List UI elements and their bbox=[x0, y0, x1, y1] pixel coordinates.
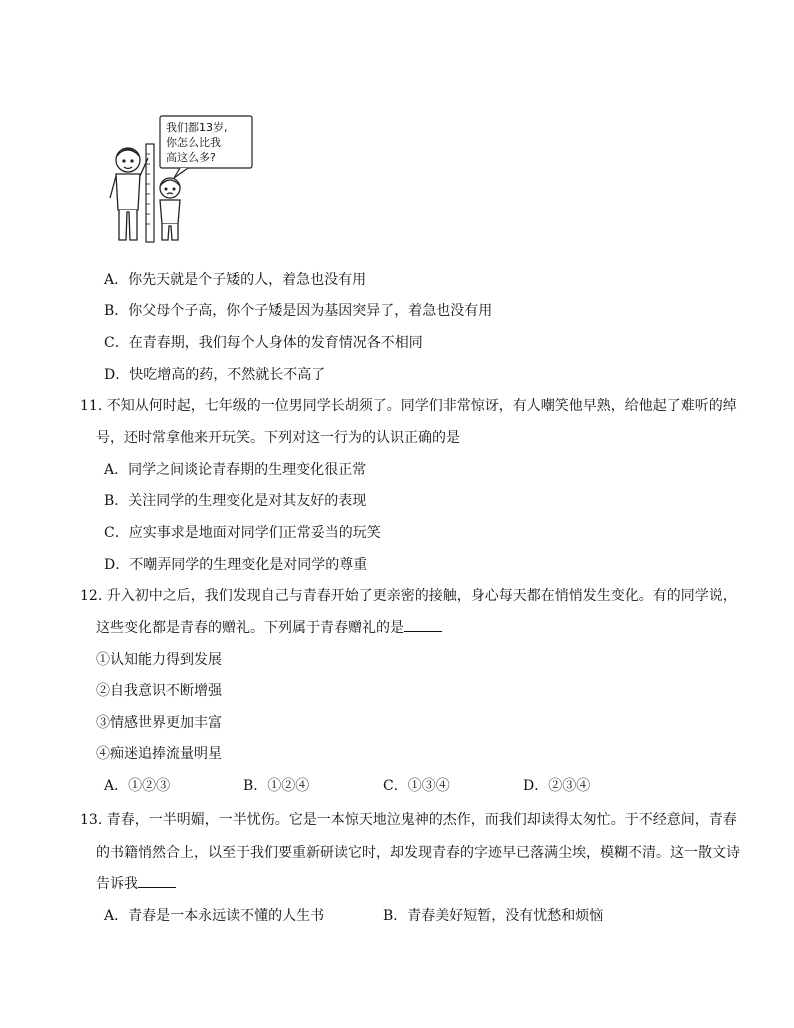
q12-choice-b: B．①②④ bbox=[243, 778, 310, 794]
q10-option-a: A．你先天就是个子矮的人，着急也没有用 bbox=[104, 272, 367, 288]
q12-item-1: ①认知能力得到发展 bbox=[96, 652, 222, 668]
q12-stem-line-2: 这些变化都是青春的赠礼。下列属于青春赠礼的是 bbox=[96, 618, 442, 638]
height-comparison-illustration bbox=[108, 112, 258, 246]
q11-option-a: A．同学之间谈论青春期的生理变化很正常 bbox=[104, 462, 367, 478]
q11-number: 11. bbox=[80, 398, 103, 414]
q11-option-b: B．关注同学的生理变化是对其友好的表现 bbox=[104, 493, 367, 509]
q12-item-3: ③情感世界更加丰富 bbox=[96, 715, 222, 731]
tall-boy-icon bbox=[110, 148, 148, 240]
answer-blank bbox=[404, 618, 442, 632]
q11-stem-line-1: 11. 不知从何时起，七年级的一位男同学长胡须了。同学们非常惊讶，有人嘲笑他早熟，给他起了难听的绰 bbox=[80, 398, 737, 414]
q13-stem-line-3: 告诉我 bbox=[96, 874, 176, 894]
q12-number: 12. bbox=[80, 588, 103, 604]
q13-number: 13. bbox=[80, 812, 103, 828]
q10-option-b: B．你父母个子高，你个子矮是因为基因突异了，着急也没有用 bbox=[104, 303, 493, 319]
q11-option-d: D．不嘲弄同学的生理变化是对同学的尊重 bbox=[104, 557, 368, 573]
q11-option-c: C．应实事求是地面对同学们正常妥当的玩笑 bbox=[104, 525, 381, 541]
q13-choice-b: B．青春美好短暂，没有忧愁和烦恼 bbox=[383, 908, 604, 924]
speech-bubble-line-3: 高这么多? bbox=[166, 151, 216, 164]
q10-option-d: D．快吃增高的药，不然就长不高了 bbox=[104, 367, 326, 383]
q10-option-c: C．在青春期，我们每个人身体的发育情况各不相同 bbox=[104, 335, 423, 351]
q11-stem-line-2: 号，还时常拿他来开玩笑。下列对这一行为的认识正确的是 bbox=[96, 430, 460, 446]
q12-stem-line-1: 12. 升入初中之后，我们发现自己与青春开始了更亲密的接触，身心每天都在悄悄发生变化。有的同学说， bbox=[80, 588, 737, 604]
q12-item-2: ②自我意识不断增强 bbox=[96, 683, 222, 699]
speech-bubble-line-1: 我们都13岁, bbox=[166, 121, 228, 134]
speech-bubble-line-2: 你怎么比我 bbox=[166, 136, 221, 149]
q13-choice-a: A．青春是一本永远读不懂的人生书 bbox=[104, 908, 325, 924]
answer-blank bbox=[138, 874, 176, 888]
q12-choice-d: D．②③④ bbox=[523, 778, 591, 794]
short-boy-icon bbox=[160, 178, 180, 240]
q12-item-4: ④痴迷追捧流量明星 bbox=[96, 746, 222, 762]
q13-stem-line-2: 的书籍悄然合上，以至于我们要重新研读它时，却发现青春的字迹早已落满尘埃，模糊不清。这一散文诗 bbox=[96, 845, 740, 861]
q12-choice-c: C．①③④ bbox=[383, 778, 450, 794]
q13-stem-line-1: 13. 青春，一半明媚，一半忧伤。它是一本惊天地泣鬼神的杰作，而我们却读得太匆忙。于不经意间，青春 bbox=[80, 812, 737, 828]
q12-choice-a: A．①②③ bbox=[104, 778, 171, 794]
